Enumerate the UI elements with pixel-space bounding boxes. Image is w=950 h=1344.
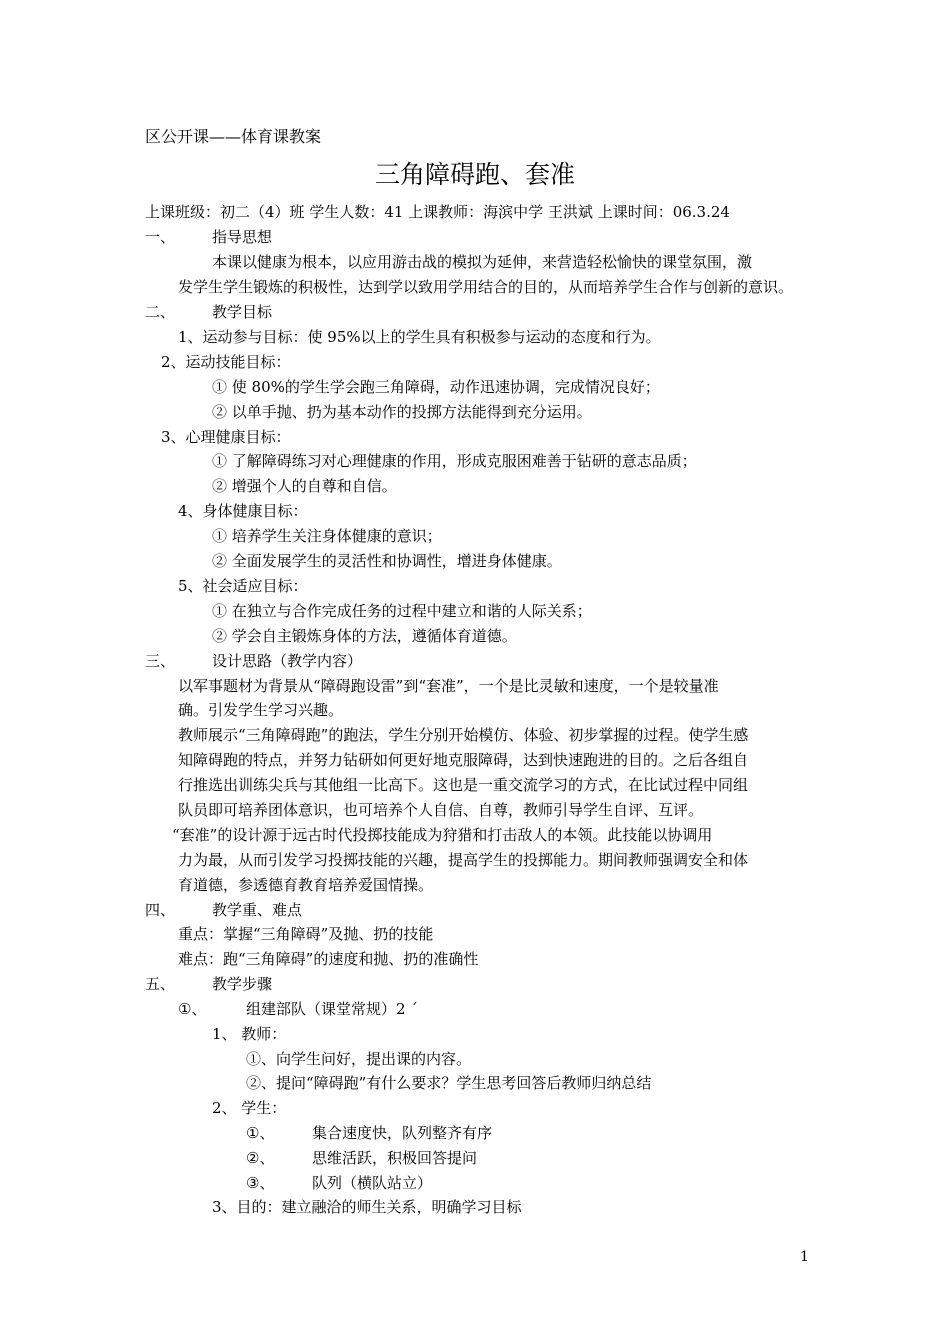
goal-subitem: ① 使 80%的学生学会跑三角障碍，动作迅速协调，完成情况良好； xyxy=(212,378,660,396)
section-5-number: 五、 xyxy=(145,975,176,993)
paragraph-line: 教师展示“三角障碍跑”的跑法，学生分别开始模仿、体验、初步掌握的过程。使学生感 xyxy=(178,726,749,744)
section-3-heading: 设计思路（教学内容） xyxy=(212,652,363,670)
goal-subitem: ② 增强个人的自尊和自信。 xyxy=(212,477,397,495)
step-detail-number: ③、 xyxy=(246,1174,275,1192)
paragraph-line: 以军事题材为背景从“障碍跑设雷”到“套准”，一个是比灵敏和速度，一个是较量准 xyxy=(178,677,719,695)
section-1-number: 一、 xyxy=(145,228,176,246)
step-subitem: 2、 学生： xyxy=(212,1099,287,1117)
paragraph-line: 本课以健康为根本，以应用游击战的模拟为延伸，来营造轻松愉快的课堂氛围，激 xyxy=(212,253,753,271)
section-4-number: 四、 xyxy=(145,901,176,919)
header-text: 区公开课——体育课教案 xyxy=(145,127,322,146)
page-number: 1 xyxy=(800,1249,809,1265)
step-detail: 思维活跃，积极回答提问 xyxy=(312,1149,478,1167)
goal-subitem: ① 了解障碍练习对心理健康的作用，形成克服困难善于钻研的意志品质； xyxy=(212,452,697,470)
paragraph-line: 力为最，从而引发学习投掷技能的兴趣，提高学生的投掷能力。期间教师强调安全和体 xyxy=(178,851,749,869)
section-3-number: 三、 xyxy=(145,652,176,670)
step-detail: 队列（横队站立） xyxy=(312,1174,433,1192)
paragraph-line: 确。引发学生学习兴趣。 xyxy=(178,701,344,719)
goal-item: 1、运动参与目标：使 95%以上的学生具有积极参与运动的态度和行为。 xyxy=(178,328,661,346)
step-detail-number: ①、 xyxy=(246,1124,275,1142)
goal-subitem: ② 以单手抛、扔为基本动作的投掷方法能得到充分运用。 xyxy=(212,403,592,421)
section-2-number: 二、 xyxy=(145,303,176,321)
goal-item: 3、心理健康目标： xyxy=(161,428,291,446)
section-5-heading: 教学步骤 xyxy=(212,975,273,993)
page-title: 三角障碍跑、套准 xyxy=(374,160,575,189)
step-detail: ②、提问“障碍跑”有什么要求？学生思考回答后教师归纳总结 xyxy=(246,1074,652,1092)
paragraph-line: 行推选出训练尖兵与其他组一比高下。这也是一重交流学习的方式，在比试过程中同组 xyxy=(178,776,749,794)
goal-item: 4、身体健康目标： xyxy=(178,502,308,520)
paragraph-line: 育道德，参透德育教育培养爱国情操。 xyxy=(178,876,434,894)
paragraph-line: 队员即可培养团体意识，也可培养个人自信、自尊，教师引导学生自评、互评。 xyxy=(178,801,704,819)
step-detail-number: ②、 xyxy=(246,1149,275,1167)
difficulty-line: 难点：跑“三角障碍”的速度和抛、扔的准确性 xyxy=(178,950,479,968)
paragraph-line: “套准”的设计源于远古时代投掷技能成为狩猎和打击敌人的本领。此技能以协调用 xyxy=(172,826,713,844)
section-2-heading: 教学目标 xyxy=(212,303,273,321)
goal-subitem: ① 培养学生关注身体健康的意识； xyxy=(212,527,442,545)
step-detail: 集合速度快，队列整齐有序 xyxy=(312,1124,493,1142)
goal-subitem: ② 全面发展学生的灵活性和协调性，增进身体健康。 xyxy=(212,552,562,570)
section-4-heading: 教学重、难点 xyxy=(212,901,303,919)
paragraph-line: 知障碍跑的特点，并努力钻研如何更好地克服障碍，达到快速跑进的目的。之后各组自 xyxy=(178,751,749,769)
section-1-heading: 指导思想 xyxy=(212,228,273,246)
goal-item: 2、运动技能目标： xyxy=(161,353,291,371)
step-subitem: 1、 教师： xyxy=(212,1025,287,1043)
goal-item: 5、社会适应目标： xyxy=(178,577,308,595)
paragraph-line: 发学生学生锻炼的积极性，达到学以致用学用结合的目的，从而培养学生合作与创新的意识。 xyxy=(178,278,794,296)
step-subitem: 3、目的：建立融洽的师生关系，明确学习目标 xyxy=(212,1198,522,1216)
step-detail: ①、向学生问好，提出课的内容。 xyxy=(246,1050,472,1068)
step-title: 组建部队（课堂常规）2 ´ xyxy=(246,1000,418,1018)
goal-subitem: ① 在独立与合作完成任务的过程中建立和谐的人际关系； xyxy=(212,602,592,620)
step-number: ①、 xyxy=(178,1000,207,1018)
key-point-line: 重点：掌握“三角障碍”及抛、扔的技能 xyxy=(178,925,434,943)
goal-subitem: ② 学会自主锻炼身体的方法，遵循体育道德。 xyxy=(212,627,517,645)
class-info-line: 上课班级：初二（4）班 学生人数：41 上课教师：海滨中学 王洪斌 上课时间：06.3.24 xyxy=(145,203,730,221)
